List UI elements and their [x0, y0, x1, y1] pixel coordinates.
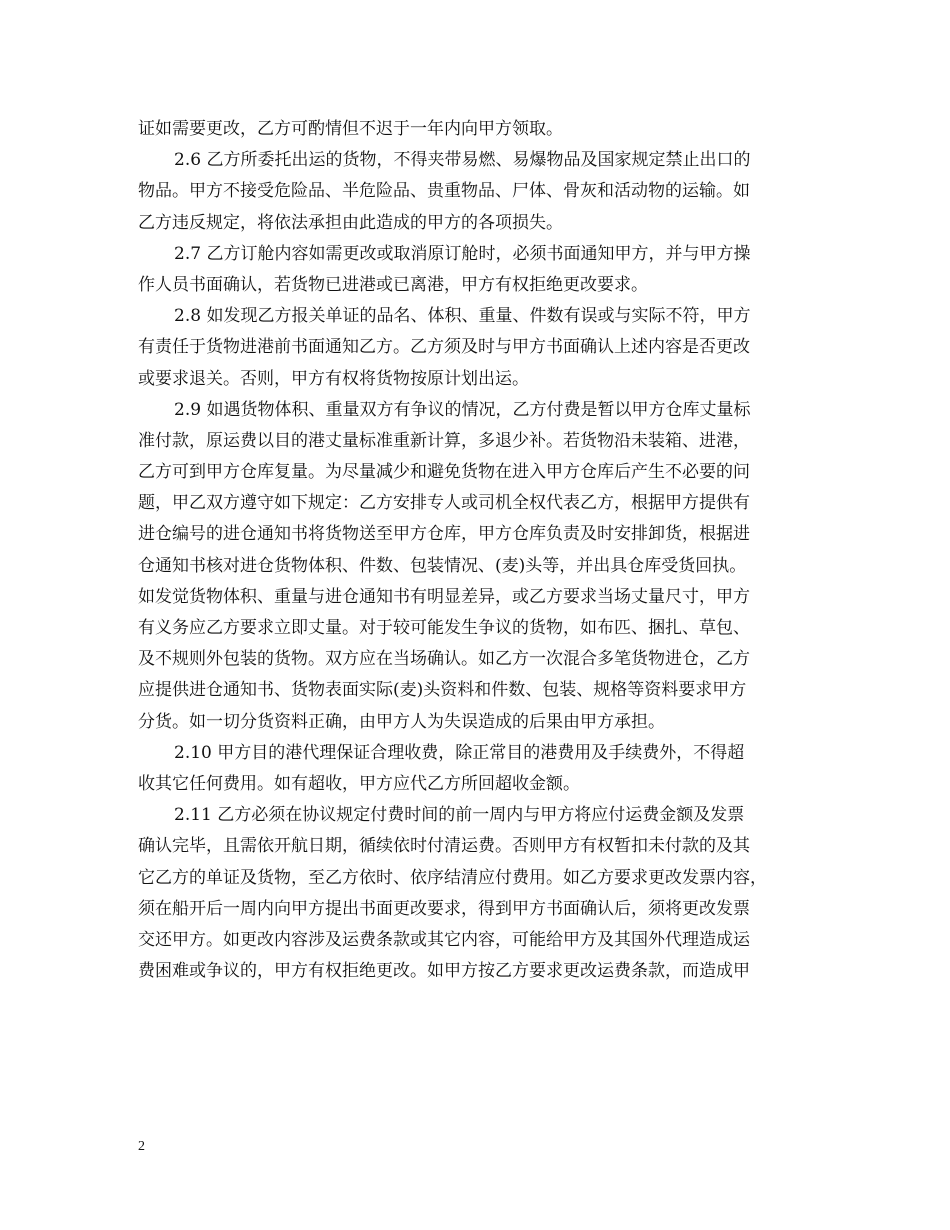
clause-2-8-line: 2.8 如发现乙方报关单证的品名、体积、重量、件数有误或与实际不符，甲方 — [174, 306, 751, 327]
text-line: 仓通知书核对进仓货物体积、件数、包装情况、(麦)头等，并出具仓库受货回执。 — [138, 555, 747, 576]
text-line: 确认完毕，且需依开航日期，循续依时付清运费。否则甲方有权暂扣未付款的及其 — [138, 836, 750, 857]
text-line: 乙方违反规定，将依法承担由此造成的甲方的各项损失。 — [138, 212, 563, 233]
clause-2-11-line: 2.11 乙方必须在协议规定付费时间的前一周内与甲方将应付运费金额及发票 — [174, 805, 745, 826]
clause-2-9-line: 2.9 如遇货物体积、重量双方有争议的情况，乙方付费是暂以甲方仓库丈量标 — [174, 399, 751, 420]
text-line: 有责任于货物进港前书面通知乙方。乙方须及时与甲方书面确认上述内容是否更改 — [138, 337, 750, 358]
text-line: 乙方可到甲方仓库复量。为尽量减少和避免货物在进入甲方仓库后产生不必要的问 — [138, 462, 750, 483]
text-line: 须在船开后一周内向甲方提出书面更改要求，得到甲方书面确认后，须将更改发票 — [138, 898, 750, 919]
text-line: 分货。如一切分货资料正确，由甲方人为失误造成的后果由甲方承担。 — [138, 711, 665, 732]
text-line: 物品。甲方不接受危险品、半危险品、贵重物品、尸体、骨灰和活动物的运输。如 — [138, 181, 750, 202]
text-line: 或要求退关。否则，甲方有权将货物按原计划出运。 — [138, 368, 529, 389]
text-line: 交还甲方。如更改内容涉及运费条款或其它内容，可能给甲方及其国外代理造成运 — [138, 929, 750, 950]
text-line: 题，甲乙双方遵守如下规定：乙方安排专人或司机全权代表乙方，根据甲方提供有 — [138, 493, 750, 514]
text-line: 进仓编号的进仓通知书将货物送至甲方仓库，甲方仓库负责及时安排卸货，根据进 — [138, 524, 750, 545]
text-line: 及不规则外包装的货物。双方应在当场确认。如乙方一次混合多笔货物进仓，乙方 — [138, 649, 750, 670]
text-line: 应提供进仓通知书、货物表面实际(麦)头资料和件数、包装、规格等资料要求甲方 — [138, 680, 747, 701]
clause-2-7-line: 2.7 乙方订舱内容如需更改或取消原订舱时，必须书面通知甲方，并与甲方操 — [174, 243, 751, 264]
text-line: 证如需要更改，乙方可酌情但不迟于一年内向甲方领取。 — [138, 119, 563, 139]
text-line: 有义务应乙方要求立即丈量。对于较可能发生争议的货物，如布匹、捆扎、草包、 — [138, 618, 750, 638]
body-text — [138, 114, 818, 987]
text-line: 费困难或争议的，甲方有权拒绝更改。如甲方按乙方要求更改运费条款，而造成甲 — [138, 961, 750, 982]
text-line: 收其它任何费用。如有超收，甲方应代乙方所回超收金额。 — [138, 773, 580, 794]
text-line: 准付款，原运费以目的港丈量标准重新计算，多退少补。若货物沿未装箱、进港， — [138, 430, 750, 451]
text-line: 它乙方的单证及货物，至乙方依时、依序结清应付费用。如乙方要求更改发票内容， — [138, 867, 767, 888]
text-line: 作人员书面确认，若货物已进港或已离港，甲方有权拒绝更改要求。 — [138, 274, 648, 295]
clause-2-6-line: 2.6 乙方所委托出运的货物，不得夹带易燃、易爆物品及国家规定禁止出口的 — [174, 150, 751, 171]
clause-2-10-line: 2.10 甲方目的港代理保证合理收费，除正常目的港费用及手续费外，不得超 — [174, 742, 745, 763]
text-line: 如发觉货物体积、重量与进仓通知书有明显差异，或乙方要求当场丈量尺寸，甲方 — [138, 586, 750, 607]
page-number: 2 — [138, 1139, 145, 1154]
